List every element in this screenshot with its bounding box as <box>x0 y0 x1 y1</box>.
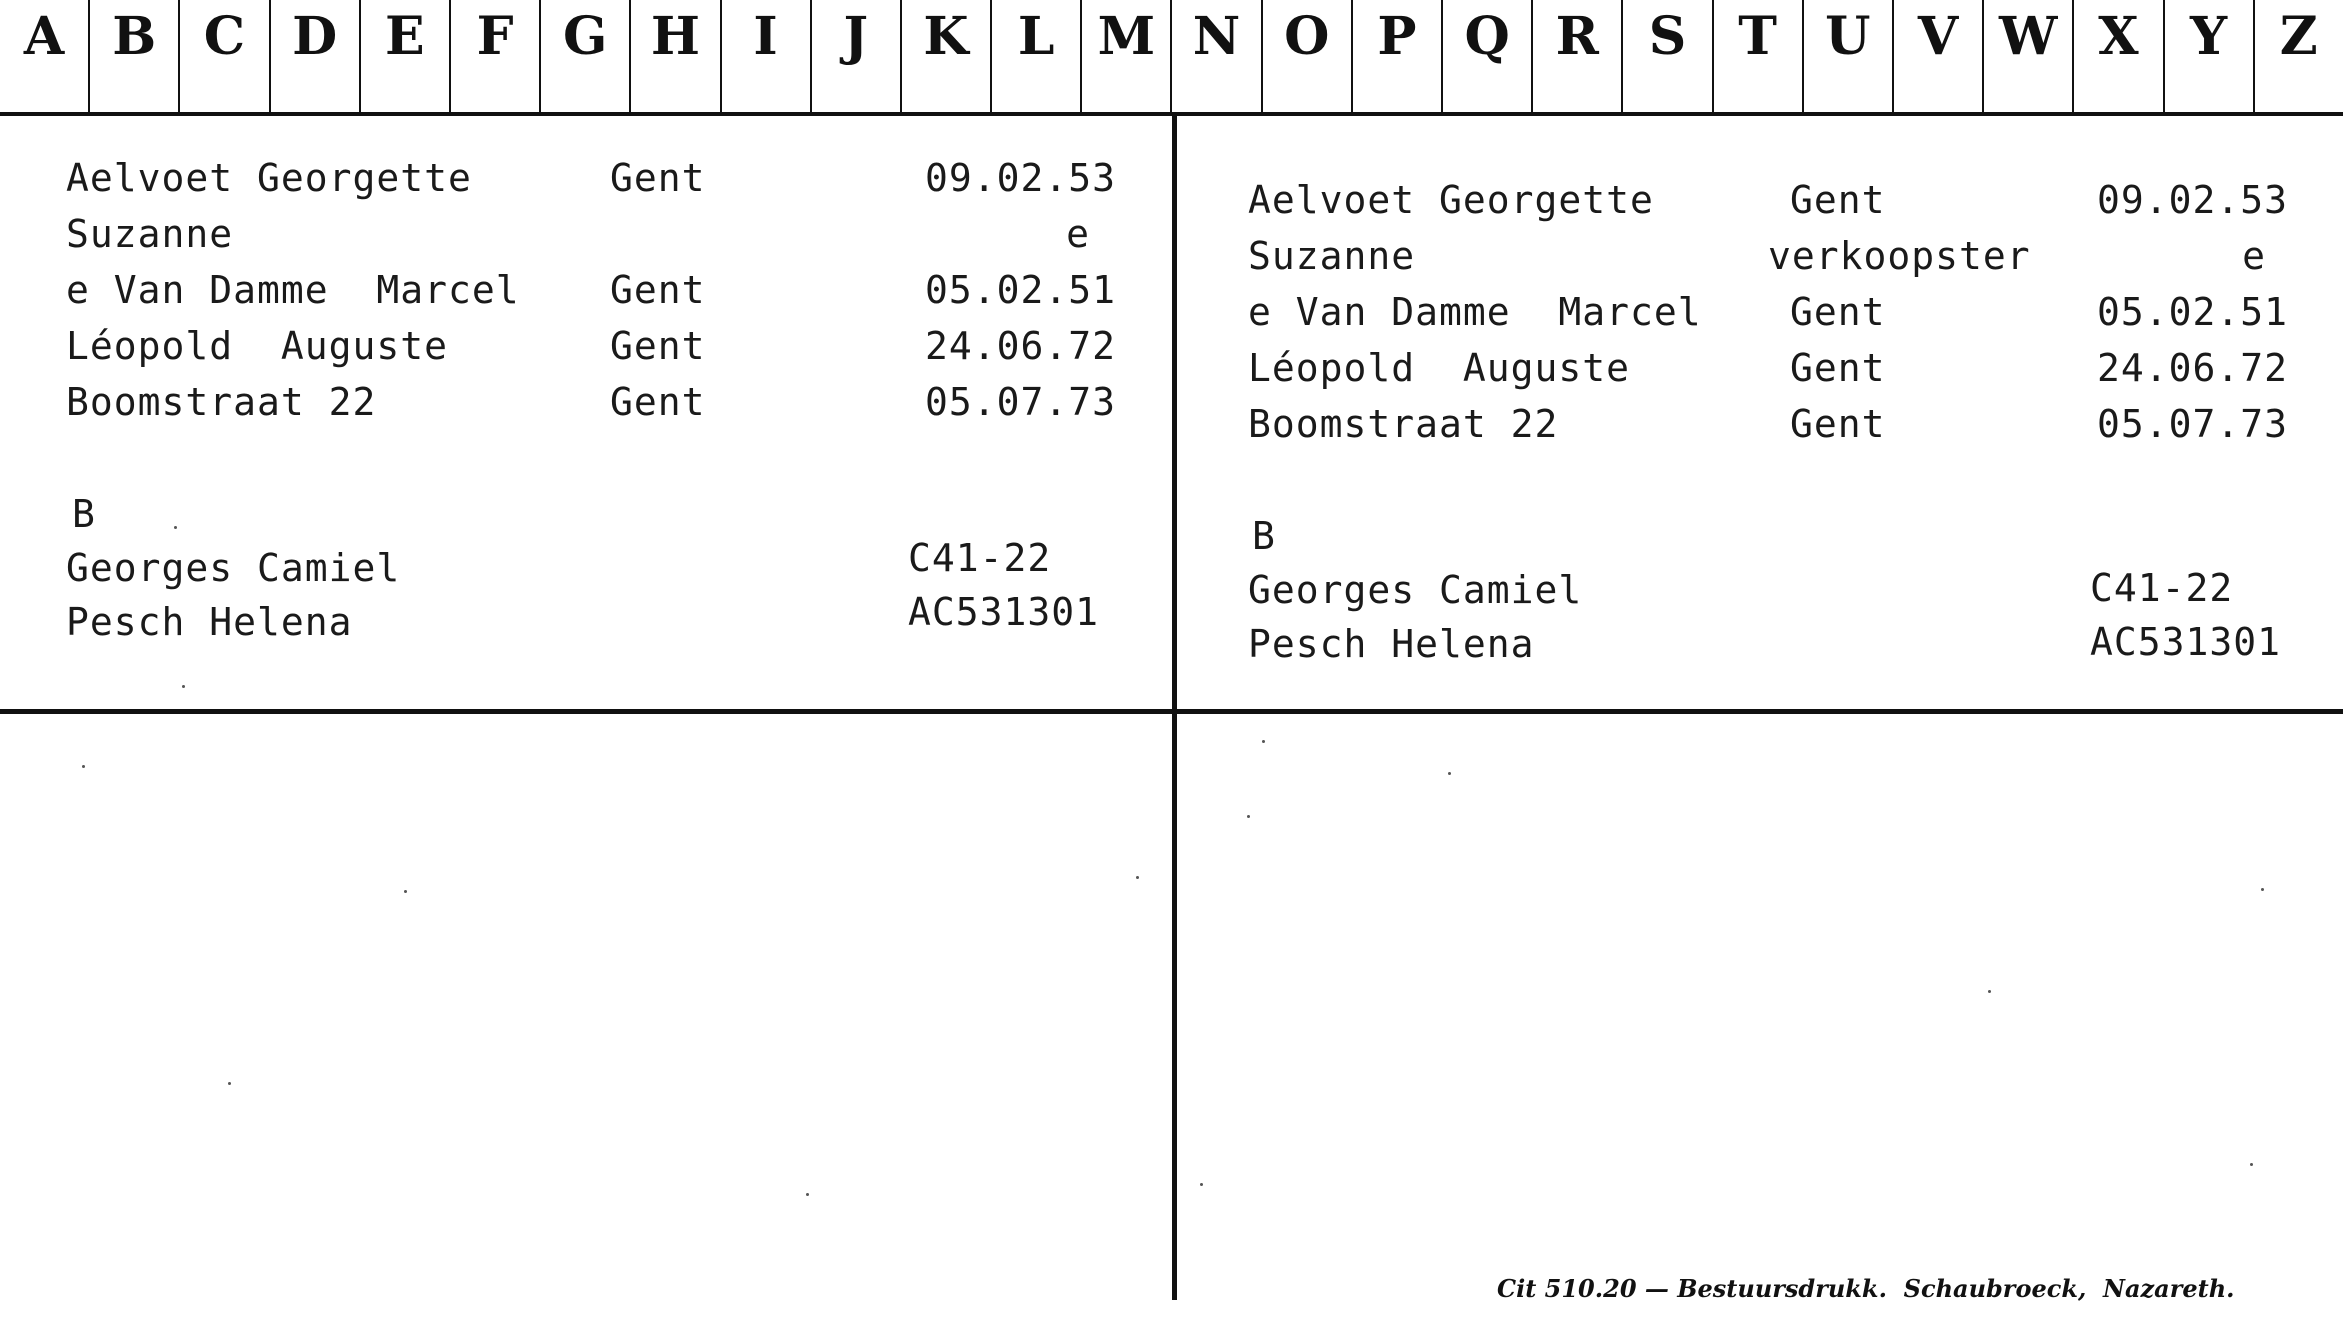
alphabet-tab-x: X <box>2072 0 2162 112</box>
right-card-place-column <box>1768 172 2031 452</box>
entry-date: 05.02.51 <box>2096 290 2288 334</box>
alphabet-tab-f: F <box>449 0 539 112</box>
left-card-sub-code: C41-22 <box>908 536 1052 580</box>
alphabet-tab-u: U <box>1802 0 1892 112</box>
entry-date: 05.02.51 <box>924 268 1116 312</box>
alphabet-tab-b: B <box>88 0 178 112</box>
left-card-name-column <box>66 150 520 430</box>
alphabet-tab-e: E <box>359 0 449 112</box>
right-card-sub-name: Pesch Helena <box>1248 622 1535 666</box>
right-card-entries <box>1248 172 2308 462</box>
entry-place: Gent <box>1790 178 1886 222</box>
alphabet-tab-o: O <box>1261 0 1351 112</box>
scan-speck <box>2250 1163 2253 1166</box>
alphabet-tab-g: G <box>539 0 629 112</box>
entry-place: Gent <box>1790 290 1886 334</box>
alphabet-tab-p: P <box>1351 0 1441 112</box>
scan-speck <box>82 765 85 768</box>
entry-date: 05.07.73 <box>2096 402 2288 446</box>
alphabet-tab-v: V <box>1892 0 1982 112</box>
alphabet-tab-j: J <box>810 0 900 112</box>
scan-speck <box>182 685 185 688</box>
entry-date: 09.02.53 <box>2096 178 2288 222</box>
alphabet-tab-m: M <box>1080 0 1170 112</box>
alphabet-tab-l: L <box>990 0 1080 112</box>
entry-date: 05.07.73 <box>924 380 1116 424</box>
left-card-date-column <box>906 150 1116 430</box>
scan-speck <box>404 890 407 893</box>
right-card-sub-code: C41-22 <box>2090 566 2234 610</box>
right-card-sub-code: AC531301 <box>2090 620 2282 664</box>
scan-speck <box>228 1082 231 1085</box>
entry-place: Gent <box>1790 402 1886 446</box>
entry-name: Suzanne <box>1248 234 1416 278</box>
alphabet-tab-w: W <box>1982 0 2072 112</box>
scan-speck <box>174 526 177 529</box>
right-card-date-column <box>2088 172 2288 452</box>
entry-date: 24.06.72 <box>2096 346 2288 390</box>
horizontal-divider <box>0 709 2343 714</box>
vertical-divider <box>1172 112 1177 1300</box>
alphabet-tab-r: R <box>1531 0 1621 112</box>
entry-place: Gent <box>610 380 706 424</box>
entry-name: Léopold Auguste <box>1248 346 1631 390</box>
entry-name: e Van Damme Marcel <box>66 268 520 312</box>
right-card-sub-name: Georges Camiel <box>1248 568 1583 612</box>
right-card-name-column <box>1248 172 1702 452</box>
alphabet-tab-q: Q <box>1441 0 1531 112</box>
entry-place: Gent <box>610 324 706 368</box>
alphabet-tab-a: A <box>23 6 65 67</box>
scan-speck <box>1988 990 1991 993</box>
alphabet-tab-i: I <box>720 0 810 112</box>
entry-place: Gent <box>610 156 706 200</box>
printer-imprint: Cit 510.20 — Bestuursdrukk. Schaubroeck, Nazareth. <box>1497 1274 2235 1303</box>
entry-name: Boomstraat 22 <box>66 380 377 424</box>
entry-date: e <box>1066 212 1090 256</box>
entry-date: e <box>2242 234 2266 278</box>
alphabet-tab-d: D <box>269 0 359 112</box>
left-card-entries <box>66 150 1126 440</box>
alphabet-tab-y: Y <box>2163 0 2253 112</box>
scan-speck <box>1136 876 1139 879</box>
scan-speck <box>2261 888 2264 891</box>
left-card-letter: B <box>72 492 96 536</box>
alphabet-tab-z: Z <box>2253 0 2343 112</box>
alphabet-tab-c: C <box>178 0 268 112</box>
scan-speck <box>1247 815 1250 818</box>
scan-speck <box>806 1193 809 1196</box>
alphabet-tab-t: T <box>1712 0 1802 112</box>
right-card-letter: B <box>1252 514 1276 558</box>
alphabet-tab-s: S <box>1621 0 1711 112</box>
entry-place: Gent <box>1790 346 1886 390</box>
entry-date: 09.02.53 <box>924 156 1116 200</box>
scan-speck <box>1200 1183 1203 1186</box>
entry-place: Gent <box>610 268 706 312</box>
entry-name: Suzanne <box>66 212 234 256</box>
left-card-sub-name: Pesch Helena <box>66 600 353 644</box>
alphabet-tab-h: H <box>629 0 719 112</box>
left-card-place-column <box>610 150 706 430</box>
scan-speck <box>1262 740 1265 743</box>
entry-name: Léopold Auguste <box>66 324 449 368</box>
entry-date: 24.06.72 <box>924 324 1116 368</box>
left-card-sub-name: Georges Camiel <box>66 546 401 590</box>
alphabet-tab-k: K <box>900 0 990 112</box>
left-card-sub-code: AC531301 <box>908 590 1100 634</box>
entry-place: verkoopster <box>1768 234 2031 278</box>
entry-name: e Van Damme Marcel <box>1248 290 1702 334</box>
alphabet-index-bar <box>0 0 2343 116</box>
alphabet-tab-n: N <box>1170 0 1260 112</box>
entry-place <box>610 206 706 262</box>
entry-name: Aelvoet Georgette <box>1248 178 1654 222</box>
scan-speck <box>1448 772 1451 775</box>
entry-name: Aelvoet Georgette <box>66 156 472 200</box>
entry-name: Boomstraat 22 <box>1248 402 1559 446</box>
